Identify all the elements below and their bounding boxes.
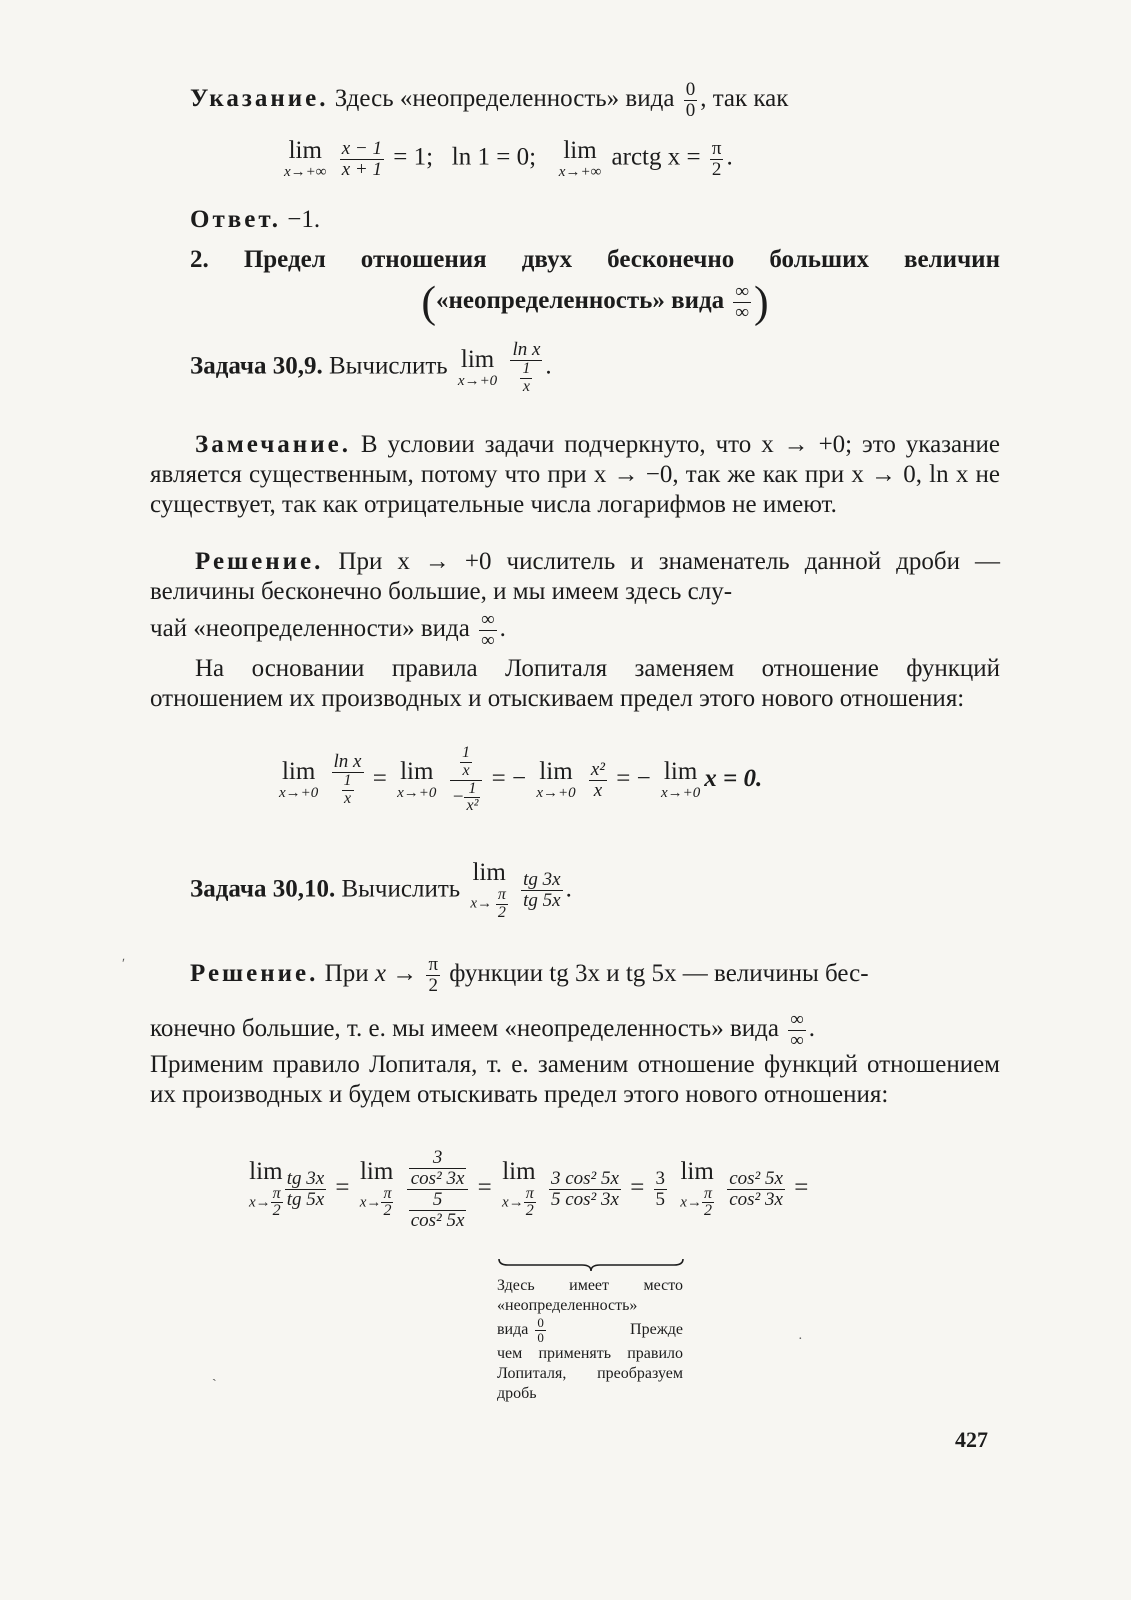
solution-9-line3: чай «неопределенности» вида $\frac{\infty}{\infty}$ . (150, 609, 506, 651)
fraction-pi-over-2: $\frac{\pi}{2}$ (711, 137, 722, 180)
eq1-part1: = 1; (393, 143, 434, 171)
equation-lopital-1: lim x→+0 $\frac{\text{ln x}}{\frac{1}{x}}$ = lim x→+0 $\frac{1}{x}$ − $\frac{1}{\text{x²}}$ = − lim x→+0 $\frac{\text{x²}}{x}$ = − lim x→+0 x = 0. (279, 744, 763, 815)
answer-label: Ответ. (190, 206, 281, 233)
task10-fraction: $\frac{tg 3x}{tg 5x}$ (523, 869, 561, 912)
remark-label: Замечание. (195, 431, 351, 458)
task-label: Задача 30,9. (190, 352, 323, 380)
eq3-term2: $\frac{\frac{3}{\text{cos² 3x}}}{\frac{5}{\text{cos² 5x}}}$ (407, 1148, 469, 1231)
eq2-term1: $\frac{\text{ln x}}{\frac{1}{x}}$ (333, 751, 362, 808)
hint-label: Указание. (190, 85, 329, 113)
underbrace (498, 1258, 684, 1272)
scan-speck: · (798, 1332, 803, 1347)
lim-operator: lim x→ $\frac{\pi}{2}$ (680, 1157, 714, 1220)
inf-over-inf-fraction: $\frac{\infty}{\infty}$ (790, 1009, 804, 1051)
scan-speck: ˏ (212, 1367, 217, 1382)
lim-operator: lim x→+0 (279, 758, 319, 802)
lim-operator: lim x→+∞ (284, 137, 327, 180)
lim-operator: lim x→+0 (660, 758, 701, 802)
hint-text-a: Здесь «неопределенность» вида (334, 85, 675, 113)
inf-over-inf-fraction: $\frac{\infty}{\infty}$ (735, 281, 749, 323)
section-heading: 2. Предел отношения двух бесконечно больших величин (190, 246, 1000, 273)
brace-note: Здесь имеет место «неопределенность» вида $\frac{0}{0}$ Прежде чем применять правило Лопиталя, преобразуем дробь (497, 1277, 683, 1403)
lim-operator: lim x→ $\frac{\pi}{2}$ (359, 1157, 394, 1220)
solution-9-paragraph (150, 547, 1000, 607)
eq3-term1: $\frac{tg 3x}{tg 5x}$ (286, 1167, 325, 1210)
eq2-term2: $\frac{1}{x}$ − $\frac{1}{\text{x²}}$ (450, 745, 483, 815)
eq1-part3: arctg x = (611, 143, 701, 171)
remark-paragraph (150, 430, 1000, 520)
solution-text: При x → +0 числитель и знаменатель данной дроби — величины бесконечно большие, и мы имеем здесь слу- (150, 548, 1000, 605)
task-30-9: Задача 30,9. Вычислить lim x→+0 $\frac{\text{ln x}}{\frac{1}{x}}$ . (190, 339, 552, 395)
hint-text-b: , так как (700, 85, 789, 113)
solution-10-rest: Применим правило Лопиталя, т. е. заменим отношение функций отношением их производных и будем отыскивать предел этого нового отношения: (150, 1051, 1000, 1108)
hint-paragraph (190, 80, 1000, 121)
solution-label: Решение. (190, 960, 319, 988)
lim-operator: lim x→ $\frac{\pi}{2}$ (249, 1157, 283, 1220)
lim-operator: lim x→+0 (536, 758, 576, 802)
solution-label: Решение. (195, 548, 324, 575)
lim-operator: lim x→+∞ (558, 137, 602, 180)
lopital-paragraph: На основании правила Лопиталя заменяем отношение функций отношением их производных и отыскиваем предел этого нового отношения: (150, 655, 1000, 712)
eq3-term4: $\frac{\text{cos² 5x}}{\text{cos² 3x}}$ (729, 1167, 783, 1210)
task-text: Вычислить (341, 875, 461, 903)
lim-operator: lim x→+0 (457, 345, 498, 389)
hint-fraction: $\frac{0}{0}$ (685, 79, 696, 121)
solution-10-line2: конечно большие, т. е. мы имеем «неопределенность» вида $\frac{\infty}{\infty}$ . (150, 1009, 816, 1051)
remark-text: В условии задачи подчеркнуто, что x → +0; это указание является существенным, потому что при x → −0, так же как при x → 0, ln x не существует, так как отрицательные числа логарифмов не имеют. (150, 431, 1000, 518)
lim-operator: lim x→+0 (397, 758, 437, 802)
task9-fraction: $\frac{\text{ln x}}{\frac{1}{x}}$ (512, 339, 541, 395)
page-number: 427 (955, 1427, 988, 1452)
equation-lopital-2: lim x→ $\frac{\pi}{2}$ $\frac{tg 3x}{tg 5x}$ = lim x→ $\frac{\pi}{2}$ $\frac{\frac{3}{\text{cos² 3x}}}{\frac{5}{\text{cos² 5x}}}$ = lim x→ $\frac{\pi}{2}$ $\frac{\text{3 cos² 5x}}{\text{5 cos² 3x}}$ = $\frac{3}{5}$ lim x→ $\frac{\pi}{2}$ $\frac{\text{cos² 5x}}{\text{cos² 3x}}$ = (249, 1147, 809, 1231)
inf-over-inf-fraction: $\frac{\infty}{\infty}$ (481, 609, 495, 651)
lim-operator: lim x→ $\frac{\pi}{2}$ (502, 1157, 536, 1220)
equation-limits-1: lim x→+∞ $\frac{x - 1}{x + 1}$ = 1; ln 1 = 0; lim x→+∞ arctg x = $\frac{\pi}{2}$ . (284, 137, 733, 180)
section-heading-line2: («неопределенность» вида $\frac{\infty}{\infty}$ ) (421, 277, 769, 327)
task-30-10: Задача 30,10. Вычислить lim x→ $\frac{\pi}{2}$ $\frac{tg 3x}{tg 5x}$ . (190, 859, 572, 921)
eq3-term3: $\frac{\text{3 cos² 5x}}{\text{5 cos² 3x}}$ (550, 1167, 619, 1210)
answer-value: −1. (287, 206, 321, 233)
task-text: Вычислить (328, 352, 448, 380)
fraction-x-minus-1: $\frac{x - 1}{x + 1}$ (341, 137, 382, 180)
answer-line (190, 205, 1040, 235)
task-label: Задача 30,10. (190, 875, 336, 903)
eq2-term3: $\frac{\text{x²}}{x}$ (590, 758, 605, 801)
eq1-part2: ln 1 = 0; (451, 143, 537, 171)
lim-operator: lim x→ $\frac{\pi}{2}$ (470, 859, 506, 921)
fraction-pi-over-2: $\frac{\pi}{2}$ (428, 954, 439, 996)
eq3-const: $\frac{3}{5}$ (655, 1167, 666, 1210)
scan-speck: ʹ (122, 957, 126, 972)
solution-10-line1: Решение. При x → $\frac{\pi}{2}$ функции tg 3x и tg 5x — величины бес- (190, 954, 869, 996)
